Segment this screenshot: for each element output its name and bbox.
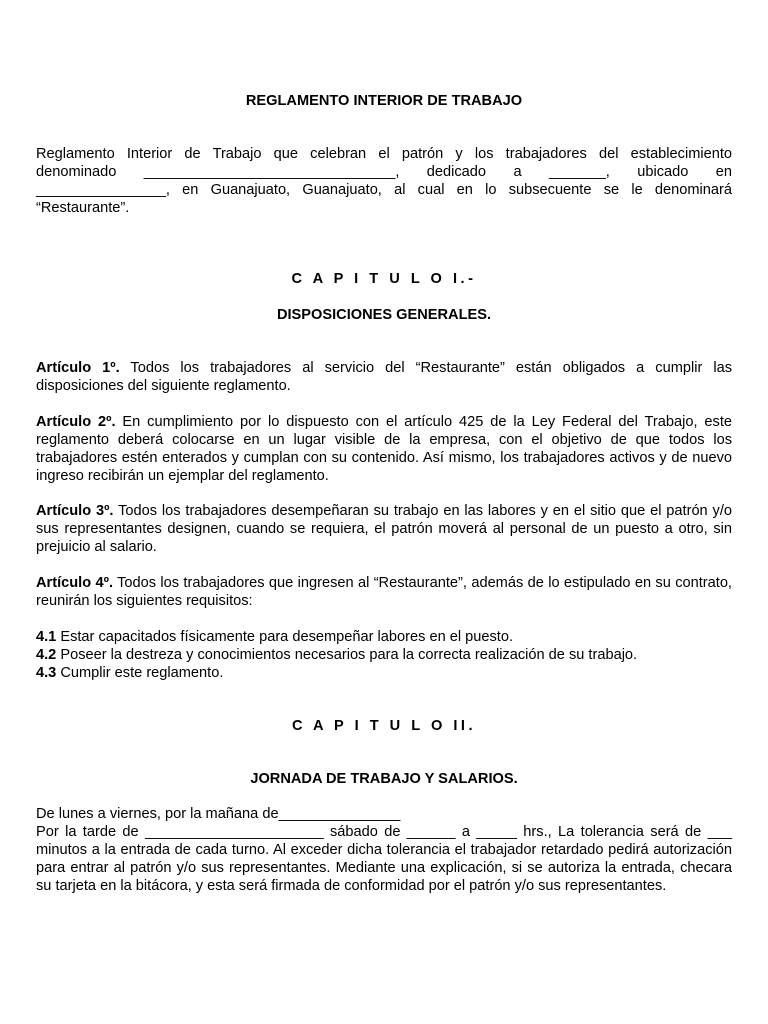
item-number: 4.2 bbox=[36, 647, 57, 663]
intro-line: “Restaurante”. bbox=[36, 200, 130, 216]
list-item bbox=[36, 664, 732, 682]
article-4 bbox=[36, 574, 732, 610]
item-text: Poseer la destreza y conocimientos necesarios para la correcta realización de su trabajo. bbox=[56, 647, 638, 663]
intro-line: Reglamento Interior de Trabajo que celebran el patrón y los trabajadores del establecimiento bbox=[36, 146, 732, 162]
schedule-line: De lunes a viernes, por la mañana de_______________ bbox=[36, 806, 401, 822]
intro-line: ________________, en Guanajuato, Guanajuato, al cual en lo subsecuente se le denominará bbox=[36, 182, 732, 198]
list-item bbox=[36, 628, 732, 646]
article-label: Artículo 4º. bbox=[36, 575, 113, 591]
chapter-1-subheading: DISPOSICIONES GENERALES. bbox=[276, 307, 492, 323]
article-text: En cumplimiento por lo dispuesto con el artículo 425 de la Ley Federal del Trabajo, este reglamento deberá colocarse en un lugar visible de la empresa, con el objetivo de que todos los trabajadores estén enterados y cumplan con su contenido. Así mismo, los trabajadores activos y de nuevo ingreso recibirán un ejemplar del reglamento. bbox=[36, 414, 732, 484]
item-text: Cumplir este reglamento. bbox=[56, 665, 224, 681]
article-text: Todos los trabajadores desempeñaran su trabajo en las labores y en el sitio que el patrón y/o sus representantes designen, cuando se requiera, el patrón moverá al personal de un puesto a otro, sin prejuicio al salario. bbox=[36, 503, 732, 555]
chapter-2-heading: C A P I T U L O II. bbox=[291, 718, 477, 734]
item-text: Estar capacitados físicamente para desempeñar labores en el puesto. bbox=[56, 629, 514, 645]
intro-paragraph bbox=[36, 145, 732, 217]
schedule-section bbox=[36, 805, 732, 895]
article-label: Artículo 1º. bbox=[36, 360, 120, 376]
article-label: Artículo 2º. bbox=[36, 414, 116, 430]
item-number: 4.1 bbox=[36, 629, 57, 645]
document-title: REGLAMENTO INTERIOR DE TRABAJO bbox=[245, 93, 523, 109]
schedule-paragraph: Por la tarde de ______________________ sábado de ______ a _____ hrs., La tolerancia será de ___ minutos a la entrada de cada turno. Al exceder dicha tolerancia el trabajador retardado pedirá autorización para entrar al patrón y/o sus representantes. Mediante una explicación, si se autoriza la entrada, checara su tarjeta en la bitácora, y esta será firmada de conformidad por el patrón y/o sus representantes. bbox=[36, 824, 732, 894]
article-2 bbox=[36, 413, 732, 485]
article-1 bbox=[36, 359, 732, 395]
article-text: Todos los trabajadores que ingresen al “Restaurante”, además de lo estipulado en su contrato, reunirán los siguientes requisitos: bbox=[36, 575, 732, 609]
requirements-list bbox=[36, 628, 732, 682]
chapter-2-subheading: JORNADA DE TRABAJO Y SALARIOS. bbox=[250, 771, 518, 787]
chapter-1-heading: C A P I T U L O I.- bbox=[291, 271, 477, 287]
article-3 bbox=[36, 502, 732, 556]
intro-line: denominado _______________________________, dedicado a _______, ubicado en bbox=[36, 164, 732, 180]
list-item bbox=[36, 646, 732, 664]
article-text: Todos los trabajadores al servicio del “Restaurante” están obligados a cumplir las disposiciones del siguiente reglamento. bbox=[36, 360, 732, 394]
item-number: 4.3 bbox=[36, 665, 57, 681]
article-label: Artículo 3º. bbox=[36, 503, 114, 519]
